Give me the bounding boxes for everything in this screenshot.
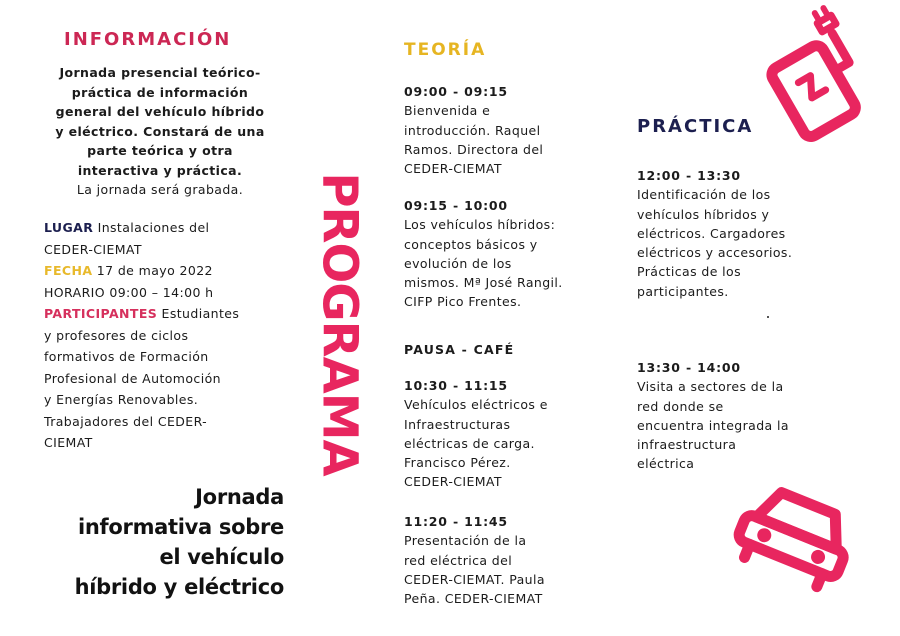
lugar-value: Instalaciones del — [93, 220, 210, 235]
programa-word: PROGRAMA — [312, 172, 368, 476]
pausa-cafe: PAUSA - CAFÉ — [404, 342, 515, 357]
session-time: 11:20 - 11:45 — [404, 514, 508, 529]
fecha-label: FECHA — [44, 263, 93, 278]
session-line: Presentación de la — [404, 533, 527, 549]
event-details — [44, 217, 284, 454]
session-line: conceptos básicos y — [404, 236, 538, 252]
session-line: eléctricos. Cargadores — [637, 225, 786, 241]
teoria-title: TEORÍA — [404, 40, 487, 60]
horario: HORARIO 09:00 – 14:00 h — [44, 284, 214, 300]
session-time: 12:00 - 13:30 — [637, 168, 741, 183]
session-line: red donde se — [637, 398, 724, 414]
practica-title: PRÁCTICA — [637, 116, 754, 137]
session-line: encuentra integrada la — [637, 417, 789, 433]
session-line: Peña. CEDER-CIEMAT — [404, 591, 543, 607]
teoria-session — [404, 376, 604, 492]
headline — [75, 482, 284, 602]
session-line: Ramos. Directora del — [404, 141, 544, 157]
decorative-dot — [767, 316, 769, 318]
session-line: introducción. Raquel — [404, 122, 541, 138]
intro-line: general del vehículo híbrido — [55, 104, 265, 119]
participantes-line: formativos de Formación — [44, 349, 209, 364]
session-line: participantes. — [637, 283, 729, 299]
headline-line: Jornada — [195, 485, 284, 509]
session-line: Los vehículos híbridos: — [404, 217, 556, 233]
session-line: eléctrica — [637, 456, 695, 472]
participantes-label: PARTICIPANTES — [44, 306, 158, 321]
participantes-line: y profesores de ciclos — [44, 327, 189, 343]
session-line: Visita a sectores de la — [637, 379, 784, 395]
intro-line: parte teórica y otra — [87, 143, 233, 158]
session-line: eléctricos y accesorios. — [637, 245, 793, 261]
ev-charger-icon — [755, 14, 885, 144]
session-line: CEDER-CIEMAT. Paula — [404, 571, 545, 587]
session-line: Prácticas de los — [637, 264, 742, 280]
session-line: mismos. Mª José Rangil. — [404, 275, 563, 291]
session-line: eléctricas de carga. — [404, 435, 535, 451]
session-line: infraestructura — [637, 437, 737, 453]
participantes-line: Estudiantes — [157, 306, 240, 321]
session-time: 13:30 - 14:00 — [637, 360, 741, 375]
session-line: Francisco Pérez. — [404, 455, 511, 471]
session-time: 10:30 - 11:15 — [404, 378, 508, 393]
headline-line: informativa sobre — [78, 515, 284, 539]
lugar-value-2: CEDER-CIEMAT — [44, 241, 142, 257]
lugar-label: LUGAR — [44, 220, 94, 235]
participantes-line: CIEMAT — [44, 435, 93, 450]
practica-session — [637, 358, 837, 474]
practica-session — [637, 166, 837, 301]
session-line: CIFP Pico Frentes. — [404, 294, 522, 310]
programa-banner — [312, 146, 368, 502]
intro-line: y eléctrico. Constará de una — [55, 123, 265, 139]
car-icon — [734, 472, 864, 592]
participantes-line: Trabajadores del CEDER- — [44, 413, 208, 429]
teoria-session — [404, 512, 604, 608]
session-line: red eléctrica del — [404, 552, 513, 568]
teoria-session — [404, 82, 604, 178]
session-line: Infraestructuras — [404, 416, 511, 432]
session-line: evolución de los — [404, 255, 512, 271]
intro-line: Jornada presencial teórico- — [59, 65, 261, 80]
headline-line: el vehículo — [159, 545, 284, 569]
participantes-line: Profesional de Automoción — [44, 370, 221, 386]
session-line: CEDER-CIEMAT — [404, 474, 502, 490]
intro-note: La jornada será grabada. — [76, 182, 244, 197]
intro-block — [40, 63, 280, 200]
session-time: 09:00 - 09:15 — [404, 84, 508, 99]
session-line: vehículos híbridos y — [637, 206, 770, 222]
intro-line: práctica de información — [71, 84, 249, 100]
participantes-line: y Energías Renovables. — [44, 392, 199, 407]
session-line: CEDER-CIEMAT — [404, 161, 502, 177]
session-time: 09:15 - 10:00 — [404, 198, 508, 213]
info-title: INFORMACIÓN — [64, 29, 232, 50]
session-line: Vehículos eléctricos e — [404, 397, 548, 413]
fecha-value: 17 de mayo 2022 — [92, 263, 213, 278]
teoria-session — [404, 196, 604, 312]
session-line: Identificación de los — [637, 187, 771, 203]
session-line: Bienvenida e — [404, 103, 491, 119]
headline-line: híbrido y eléctrico — [74, 575, 284, 599]
intro-line: interactiva y práctica. — [77, 162, 243, 178]
